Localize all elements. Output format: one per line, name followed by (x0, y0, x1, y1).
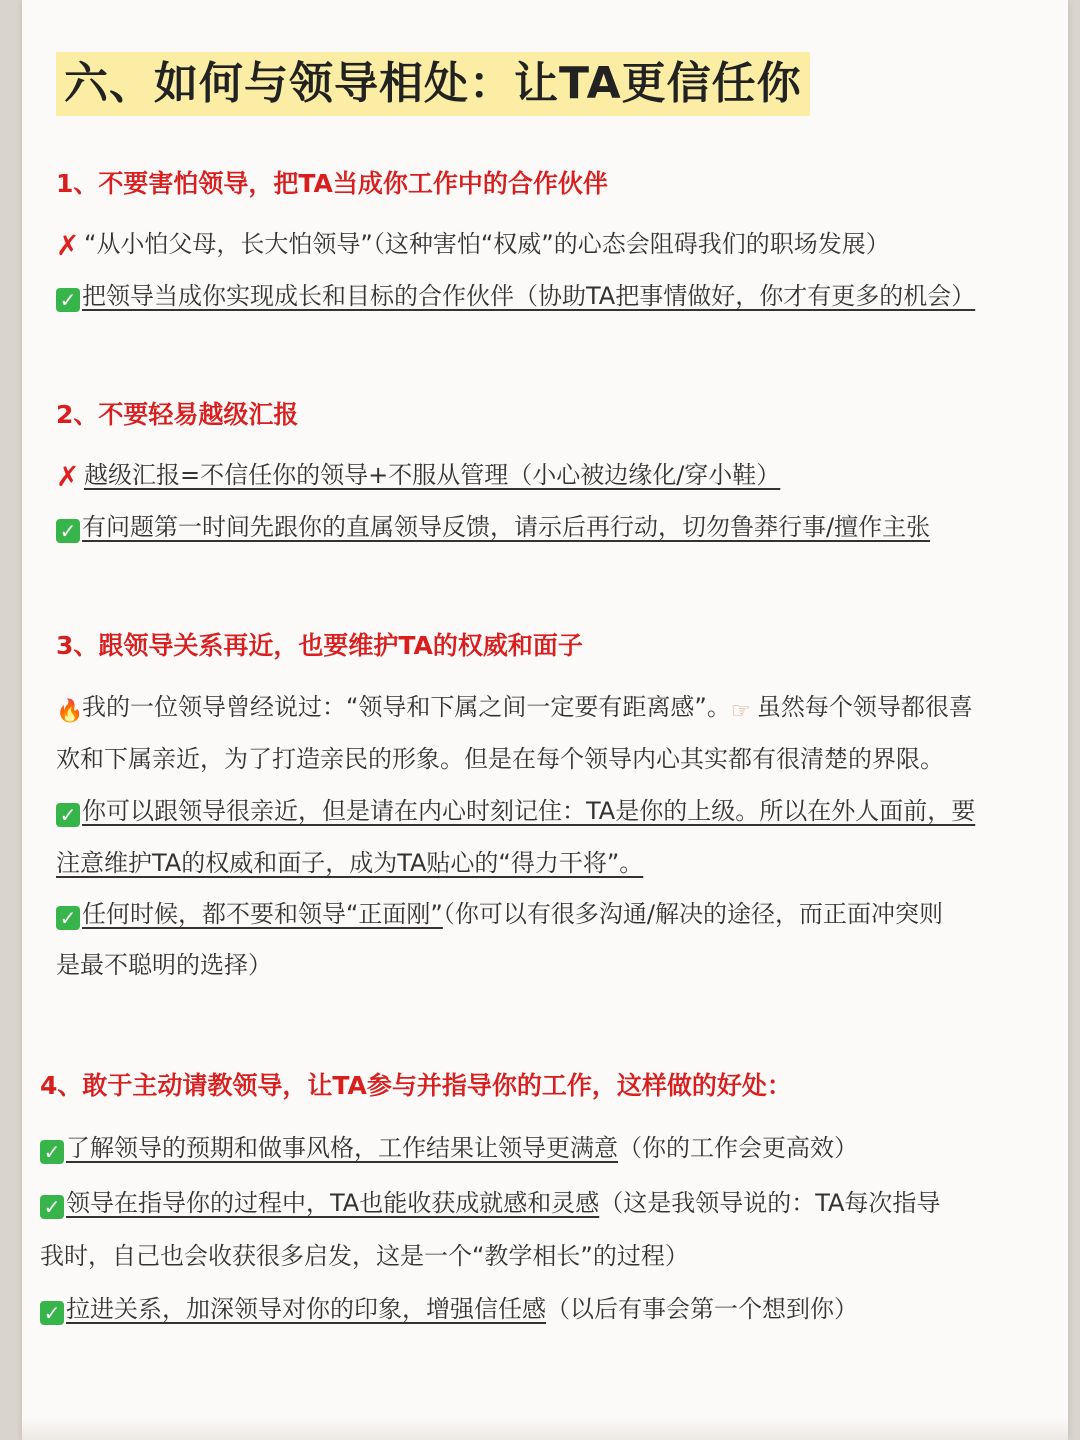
s1-line-1-text: “从小怕父母，长大怕领导”（这种害怕“权威”的心态会阻碍我们的职场发展） (84, 230, 890, 258)
s3-para-text-b: 虽然每个领导都很喜 (756, 693, 973, 721)
s3-check-1-text-a: 你可以跟领导很亲近，但是请在内心时刻记住：TA是你的上级。所以在外人面前，要 (82, 797, 976, 825)
check-icon: ✓ (56, 519, 80, 543)
s3-para-line-1 (56, 689, 973, 725)
s3-check-1-line-1 (56, 793, 975, 829)
s3-check-2-text-a: （你可以有很多沟通/解决的途径，而正面冲突则 (442, 900, 943, 928)
s2-line-1 (56, 457, 780, 493)
s4-benefit-3 (40, 1291, 858, 1327)
s4-benefit-3-underlined: 拉进关系，加深领导对你的印象，增强信任感 (66, 1295, 546, 1323)
s4-benefit-3-text: （以后有事会第一个想到你） (546, 1295, 858, 1323)
s3-para-line-2: 欢和下属亲近，为了打造亲民的形象。但是在每个领导内心其实都有很清楚的界限。 (56, 745, 944, 773)
s1-line-2 (56, 278, 975, 314)
s1-line-2-text: 把领导当成你实现成长和目标的合作伙伴（协助TA把事情做好，你才有更多的机会） (82, 282, 976, 310)
s3-para-text-a: 我的一位领导曾经说过：“领导和下属之间一定要有距离感”。 (82, 693, 731, 721)
cross-icon: ✗ (56, 229, 80, 262)
check-icon: ✓ (56, 803, 80, 827)
s3-check-1-text-b: 注意维护TA的权威和面子，成为TA贴心的“得力干将”。 (56, 849, 644, 877)
s4-benefit-1-text: （你的工作会更高效） (618, 1134, 858, 1162)
section-4-heading: 4、敢于主动请教领导，让TA参与并指导你的工作，这样做的好处： (40, 1071, 792, 1100)
s4-benefit-2-text: （这是我领导说的：TA每次指导 (599, 1189, 941, 1217)
s4-benefit-2-underlined: 领导在指导你的过程中，TA也能收获成就感和灵感 (66, 1189, 600, 1217)
s4-benefit-1 (40, 1130, 858, 1166)
section-3-heading: 3、跟领导关系再近，也要维护TA的权威和面子 (56, 631, 583, 660)
fire-icon: 🔥 (56, 699, 84, 724)
s4-benefit-1-underlined: 了解领导的预期和做事风格，工作结果让领导更满意 (66, 1134, 618, 1162)
s3-check-2-line-2: 是最不聪明的选择） (56, 951, 272, 979)
check-icon: ✓ (40, 1195, 64, 1219)
s1-line-1 (56, 226, 890, 262)
document-page (22, 0, 1068, 1440)
check-icon: ✓ (40, 1140, 64, 1164)
s2-line-2 (56, 509, 930, 545)
s4-benefit-2-line-1 (40, 1185, 940, 1221)
s3-check-2-text-underlined: 任何时候，都不要和领导“正面刚” (82, 900, 443, 928)
s4-benefit-2-line-2: 我时，自己也会收获很多启发，这是一个“教学相长”的过程） (40, 1242, 689, 1270)
check-icon: ✓ (56, 288, 80, 312)
section-1-heading: 1、不要害怕领导，把TA当成你工作中的合作伙伴 (56, 169, 608, 198)
s2-line-2-text: 有问题第一时间先跟你的直属领导反馈，请示后再行动，切勿鲁莽行事/擅作主张 (82, 513, 931, 541)
s2-line-1-text: 越级汇报=不信任你的领导+不服从管理（小心被边缘化/穿小鞋） (84, 461, 781, 489)
cross-icon: ✗ (56, 460, 80, 493)
page-title: 六、如何与领导相处：让TA更信任你 (56, 52, 810, 116)
check-icon: ✓ (40, 1301, 64, 1325)
page-bottom-fade (22, 1418, 1068, 1440)
pointing-hand-icon: ☞ (730, 699, 751, 724)
check-icon: ✓ (56, 906, 80, 930)
s3-check-1-line-2 (56, 845, 643, 881)
s3-check-2-line-1 (56, 896, 943, 932)
section-2-heading: 2、不要轻易越级汇报 (56, 400, 299, 429)
